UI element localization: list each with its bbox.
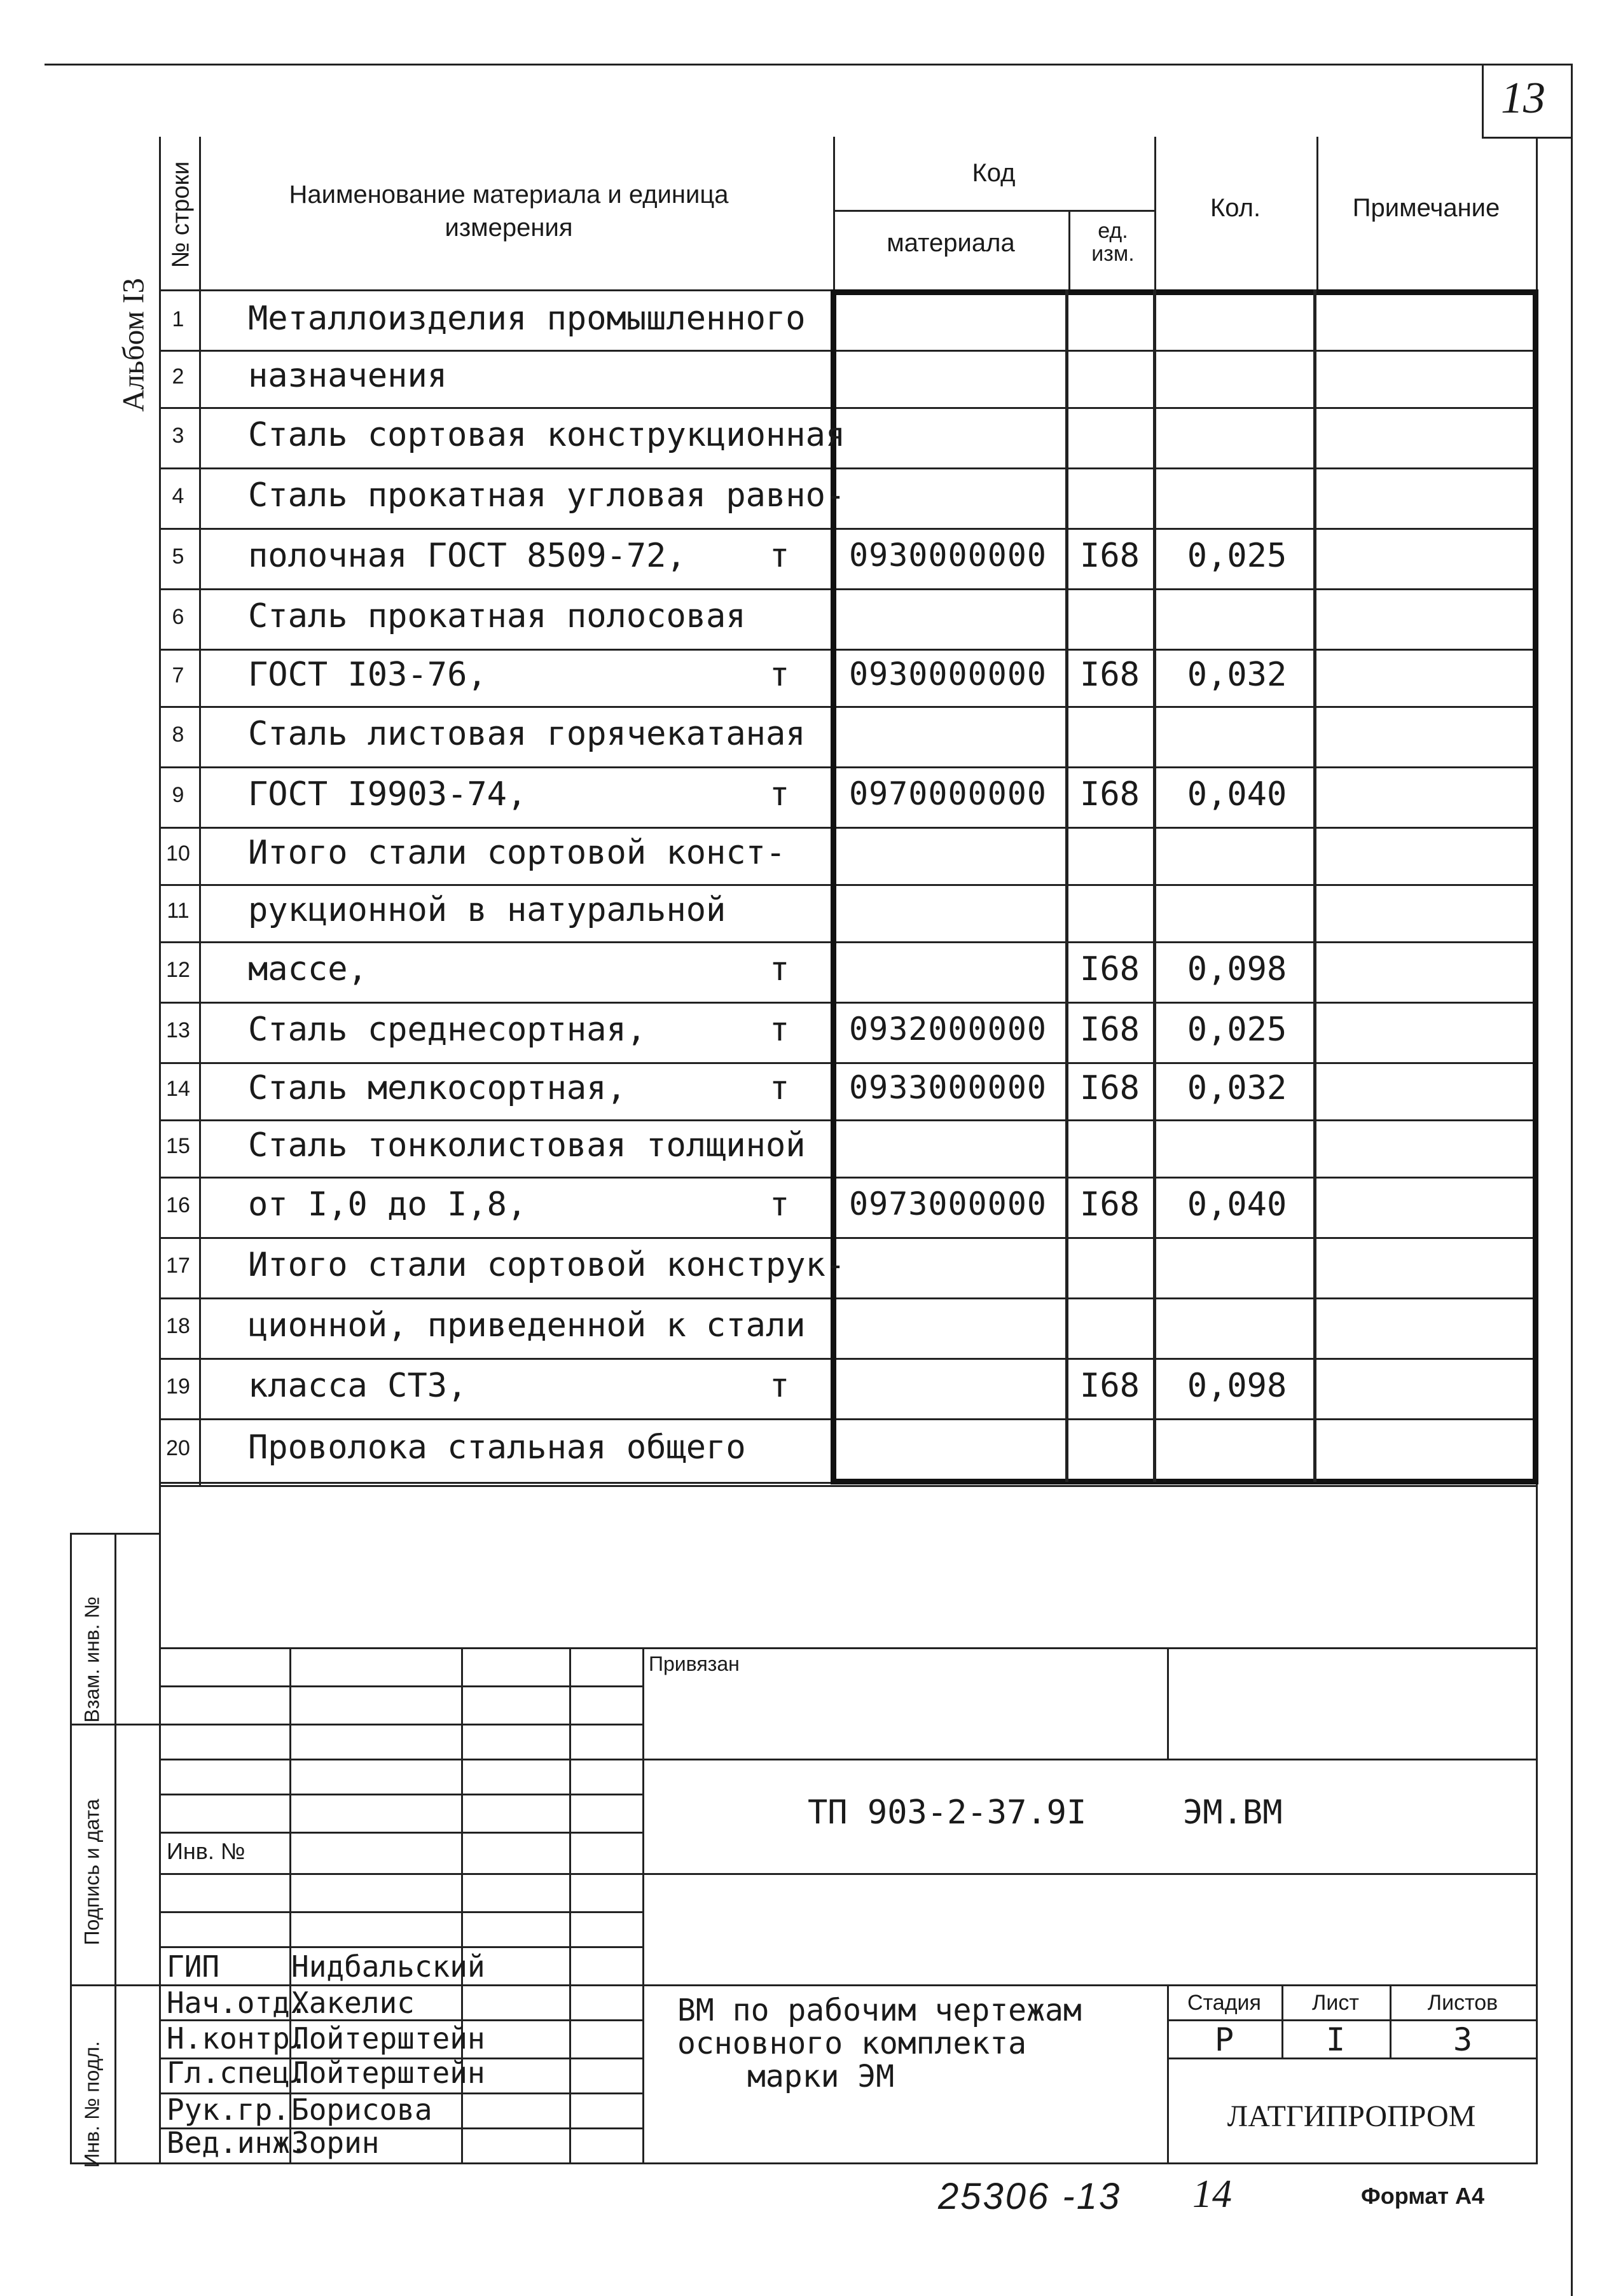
row-number: 4 (172, 483, 184, 508)
tb-row-f (159, 1873, 642, 1875)
row-number: 6 (172, 604, 184, 629)
row-code: 0930000000 (849, 536, 1047, 574)
row-uom: I68 (1080, 950, 1140, 988)
signature-role: Нач.отд. (167, 1986, 308, 2020)
lower-right-border (1536, 1485, 1538, 2162)
code-split-header (1068, 210, 1070, 293)
header-code-unit: ед. изм. (1091, 219, 1135, 266)
row-unit: т (770, 1185, 790, 1224)
album-label: Альбом I3 (116, 278, 151, 412)
row-uom: I68 (1080, 1010, 1140, 1049)
tb-row-b (159, 1724, 642, 1725)
row-name: Сталь листовая горячекатаная (248, 714, 806, 753)
row-uom: I68 (1080, 1069, 1140, 1107)
row-qty: 0,098 (1187, 1366, 1287, 1405)
tb-row-g (159, 1911, 642, 1913)
row-uom: I68 (1080, 656, 1140, 694)
code-header-split-line (833, 210, 1154, 212)
header-code-material: материала (887, 229, 1015, 257)
row-qty: 0,040 (1187, 1185, 1287, 1224)
row-line (159, 1119, 1538, 1121)
signature-name: Лойтерштейн (291, 2056, 485, 2090)
tb-top-line (159, 1647, 1538, 1649)
row-number: 20 (166, 1436, 190, 1460)
row-name: ционной, приведенной к стали (248, 1306, 806, 1345)
row-unit: т (770, 1069, 790, 1107)
row-name: полочная ГОСТ 8509-72, (248, 536, 686, 575)
tb-doc-mark: ЭМ.ВМ (1183, 1794, 1283, 1832)
row-name: от I,0 до I,8, (248, 1185, 527, 1224)
thick-top (831, 289, 1538, 295)
signature-role: Рук.гр. (167, 2092, 290, 2127)
tb-row-d (159, 1794, 642, 1795)
signature-name: Лойтерштейн (291, 2021, 485, 2056)
row-line (159, 528, 1538, 530)
row-uom: I68 (1080, 775, 1140, 813)
row-line (159, 884, 1538, 886)
row-number: 13 (166, 1018, 190, 1042)
row-qty: 0,040 (1187, 775, 1287, 813)
row-number: 10 (166, 841, 190, 866)
row-number: 8 (172, 722, 184, 747)
tb-col4 (642, 1647, 644, 2162)
signature-role: ГИП (167, 1949, 220, 1984)
footer-page-handwritten: 14 (1192, 2173, 1232, 2216)
footer-format: Формат А4 (1361, 2183, 1485, 2209)
tb-blank-bottom (642, 1984, 1538, 1986)
row-line (159, 1062, 1538, 1064)
tb-title-line-3: марки ЭМ (747, 2059, 895, 2094)
row-code: 0933000000 (849, 1069, 1047, 1106)
row-line (159, 706, 1538, 708)
row-name: Сталь тонколистовая толщиной (248, 1126, 806, 1165)
row-uom: I68 (1080, 1185, 1140, 1224)
tb-stage: Р (1214, 2021, 1234, 2058)
tb-row-a (159, 1685, 642, 1687)
uom-qty-divider (1153, 289, 1156, 1482)
table-bottom-line (159, 1485, 1538, 1487)
row-name: Металлоизделия промышленного (248, 300, 806, 338)
row-number: 5 (172, 544, 184, 569)
row-name: Проволока стальная общего (248, 1428, 746, 1467)
side-inv-podl: Инв. № подл. (80, 2041, 104, 2168)
row-name: Сталь среднесортная, (248, 1010, 647, 1049)
right-border-line (1571, 64, 1573, 2296)
row-name: рукционной в натуральной (248, 891, 726, 929)
tb-sheets-label: Листов (1427, 1991, 1498, 2015)
row-name: Сталь прокатная угловая равно- (248, 476, 846, 515)
row-line (159, 588, 1538, 590)
row-line (159, 1418, 1538, 1420)
row-qty: 0,032 (1187, 1069, 1287, 1107)
row-line (159, 827, 1538, 829)
row-qty: 0,032 (1187, 656, 1287, 694)
signature-role: Гл.спец. (167, 2056, 308, 2090)
header-qty: Кол. (1210, 194, 1261, 222)
row-name: ГОСТ I9903-74, (248, 775, 527, 813)
corner-sheet-number: 13 (1501, 74, 1545, 123)
row-unit: т (770, 775, 790, 813)
header-code: Код (972, 159, 1016, 187)
thick-right (1533, 289, 1538, 1482)
row-line (159, 407, 1538, 409)
tb-title-line-2: основного комплекта (677, 2026, 1027, 2061)
header-row-no: № строки (167, 161, 195, 268)
signature-name: Борисова (291, 2092, 432, 2127)
qty-note-divider (1313, 289, 1316, 1482)
tb-inv-no: Инв. № (167, 1838, 245, 1864)
row-number: 16 (166, 1193, 190, 1217)
header-name: Наименование материала и единица измерения (289, 181, 729, 242)
row-line (159, 766, 1538, 768)
side-stamp-divider (114, 1533, 116, 2162)
row-name: класса СТЗ, (248, 1366, 467, 1405)
row-number: 3 (172, 423, 184, 448)
row-number: 19 (166, 1374, 190, 1399)
tb-code-bottom (642, 1873, 1538, 1875)
row-unit: т (770, 656, 790, 694)
tb-privyazan-split (1167, 1647, 1169, 1759)
row-qty: 0,098 (1187, 950, 1287, 988)
row-name: Сталь прокатная полосовая (248, 597, 746, 635)
row-number: 11 (167, 899, 190, 923)
signature-role: Н.контр. (167, 2021, 308, 2056)
signature-name: Хакелис (291, 1986, 415, 2020)
corner-box-left (1482, 64, 1484, 137)
row-uom: I68 (1080, 1366, 1140, 1405)
row-name: Итого стали сортовой конст- (248, 834, 786, 872)
row-number: 7 (172, 663, 184, 688)
tb-title (677, 1994, 1082, 2093)
signature-name: Зорин (291, 2126, 380, 2160)
thick-bottom (831, 1479, 1538, 1484)
tb-sheet: I (1325, 2021, 1346, 2058)
code-uom-divider (1065, 289, 1068, 1482)
side-stamp-left (70, 1533, 72, 2162)
row-name: Сталь сортовая конструкционная (248, 415, 846, 454)
signature-role: Вед.инж. (167, 2126, 308, 2160)
thick-left (831, 289, 836, 1482)
row-unit: т (770, 1010, 790, 1049)
row-line (159, 649, 1538, 651)
tb-organization: ЛАТГИПРОПРОМ (1227, 2099, 1476, 2133)
row-number: 15 (166, 1134, 190, 1158)
row-name: Итого стали сортовой конструк- (248, 1245, 846, 1284)
row-line (159, 1358, 1538, 1360)
row-number: 1 (172, 307, 184, 331)
tb-row-c (159, 1759, 642, 1760)
tb-privyazan: Привязан (649, 1652, 740, 1675)
row-unit: т (770, 950, 790, 988)
tb-sheets: 3 (1453, 2021, 1473, 2058)
row-line (159, 350, 1538, 352)
tb-doc-code: ТП 903-2-37.9I (808, 1794, 1087, 1832)
top-border-line (45, 64, 1571, 66)
table-left-border (159, 137, 161, 1485)
row-name: Сталь мелкосортная, (248, 1069, 626, 1107)
row-code: 0930000000 (849, 656, 1047, 693)
side-stamp-line1 (70, 1724, 159, 1725)
row-number: 12 (166, 957, 190, 982)
side-vzam-inv: Взам. инв. № (80, 1596, 104, 1723)
row-uom: I68 (1080, 536, 1140, 575)
tb-title-line-1: ВМ по рабочим чертежам (677, 1993, 1082, 2028)
tb-row-h (159, 1946, 642, 1948)
tb-row-e (159, 1832, 642, 1834)
row-name: назначения (248, 357, 448, 395)
tb-privyazan-bottom (642, 1759, 1538, 1760)
row-line (159, 1002, 1538, 1004)
row-qty: 0,025 (1187, 1010, 1287, 1049)
row-code: 0932000000 (849, 1010, 1047, 1048)
header-note: Примечание (1352, 194, 1500, 222)
signature-name: Нидбальский (291, 1949, 485, 1984)
row-code: 0973000000 (849, 1185, 1047, 1222)
row-number: 2 (172, 364, 184, 389)
row-unit: т (770, 536, 790, 575)
rownum-col-border (199, 137, 201, 1485)
footer-archive-no: 25306 -13 (938, 2176, 1122, 2217)
row-number: 17 (166, 1253, 190, 1278)
tb-sheet-label: Лист (1312, 1991, 1359, 2015)
corner-box-bottom (1482, 137, 1571, 139)
row-line (159, 941, 1538, 943)
row-number: 18 (166, 1313, 190, 1338)
row-code: 0970000000 (849, 775, 1047, 812)
row-line (159, 1237, 1538, 1239)
row-number: 9 (172, 782, 184, 807)
tb-stage-label: Стадия (1187, 1991, 1261, 2015)
lower-left-border (159, 1485, 161, 2162)
row-unit: т (770, 1366, 790, 1405)
row-name: ГОСТ I03-76, (248, 656, 487, 694)
row-number: 14 (166, 1077, 190, 1101)
tb-bottom-line (159, 2162, 1538, 2164)
row-line (159, 1177, 1538, 1179)
row-qty: 0,025 (1187, 536, 1287, 575)
row-line (159, 1297, 1538, 1299)
side-podpis-data: Подпись и дата (80, 1799, 104, 1946)
row-name: массе, (248, 950, 368, 988)
row-line (159, 467, 1538, 469)
